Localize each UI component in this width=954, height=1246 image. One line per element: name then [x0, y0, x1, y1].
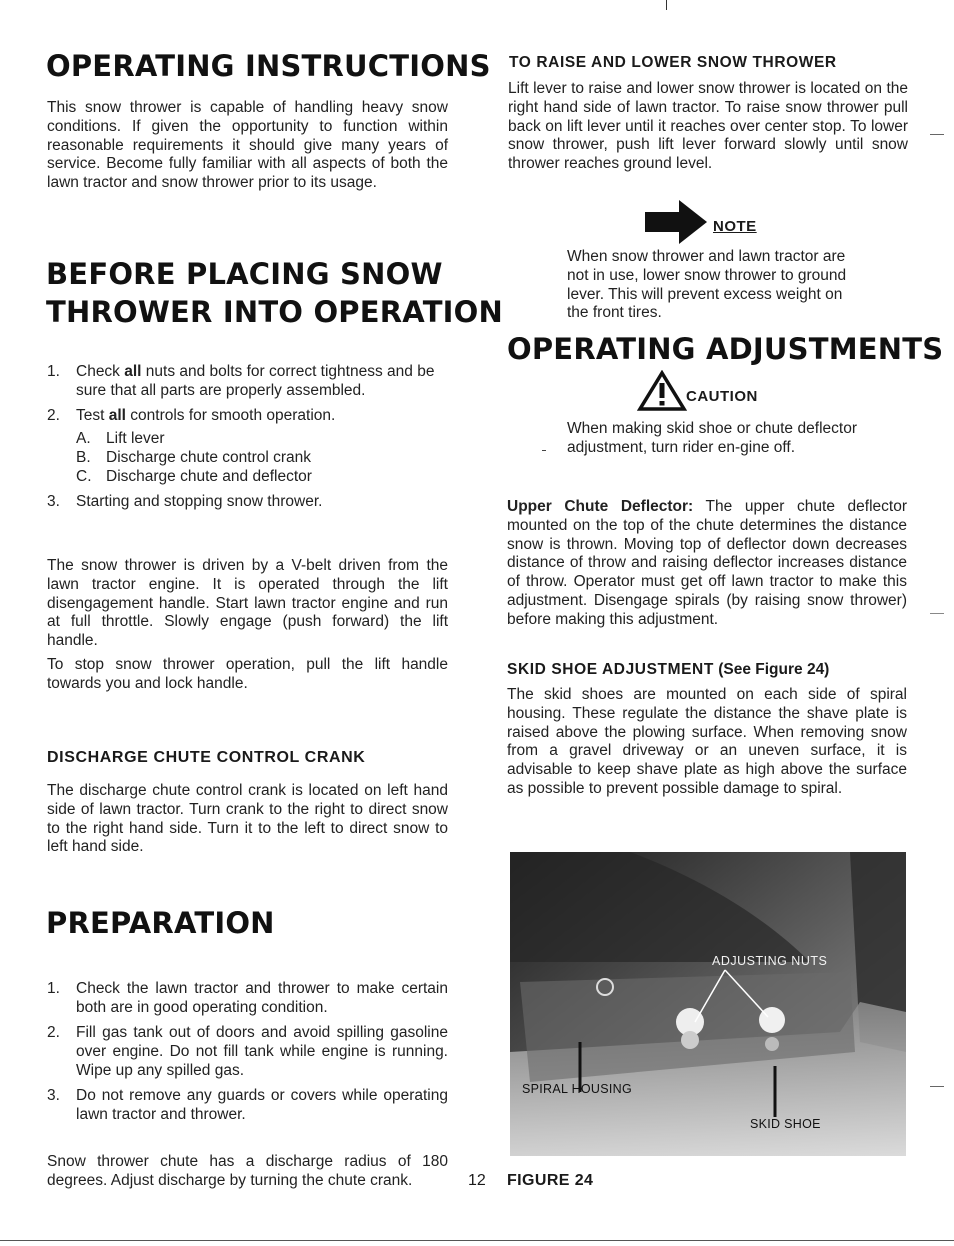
list-item	[47, 1023, 448, 1080]
before-placing-heading-line2: THROWER INTO OPERATION	[46, 295, 503, 329]
list-text: Do not remove any guards or covers while operating lawn tractor and thrower.	[76, 1087, 448, 1123]
list-text-pre: Test	[76, 407, 109, 424]
figure-24-caption: FIGURE 24	[507, 1172, 594, 1189]
skid-shoe-heading	[507, 661, 829, 679]
list-number: 3.	[47, 1087, 60, 1104]
upper-chute-deflector-paragraph	[507, 498, 907, 630]
list-number: 2.	[47, 1024, 60, 1041]
margin-dash	[930, 1086, 944, 1087]
caution-body: When making skid shoe or chute deflector adjustment, turn rider en-gine off.	[567, 420, 857, 456]
margin-dash	[930, 134, 944, 135]
list-text-post: nuts and bolts for correct tightness and be sure that all parts are properly assembled.	[76, 363, 435, 399]
sub-list-item	[76, 429, 452, 448]
note-arrow-icon	[645, 200, 707, 244]
note-body: When snow thrower and lawn tractor are not in use, lower snow thrower to ground lever. This will prevent excess weight on the front tires.	[567, 248, 847, 322]
list-text-post: controls for smooth operation.	[125, 407, 336, 424]
sub-list-item	[76, 467, 452, 486]
sub-list-item	[76, 448, 452, 467]
upper-chute-deflector-label: Upper Chute Deflector:	[507, 498, 694, 515]
upper-chute-deflector-body: The upper chute deflector mounted on the top of the chute determines the distance snow is thrown. Moving top of deflector down decreases distance of throw and raising deflector increases distance of throw. Operator must get off lawn tractor to make this adjustment. Disengage spirals (by raising snow thrower) before making this adjustment.	[507, 498, 907, 628]
list-item	[47, 362, 452, 400]
sub-list	[76, 429, 452, 486]
list-number: 1.	[47, 980, 60, 997]
list-item	[47, 979, 448, 1017]
caution-label: CAUTION	[686, 388, 758, 405]
stop-operation-paragraph: To stop snow thrower operation, pull the lift handle towards you and lock handle.	[47, 656, 448, 692]
skid-shoe-label: SKID SHOE	[750, 1117, 821, 1131]
margin-dash	[930, 613, 944, 614]
sub-list-letter: B.	[76, 449, 91, 466]
adjusting-nuts-label: ADJUSTING NUTS	[712, 954, 828, 968]
list-number: 1.	[47, 363, 60, 380]
list-item	[47, 1086, 448, 1124]
spiral-housing-label: SPIRAL HOUSING	[522, 1082, 633, 1096]
sub-list-text: Discharge chute and deflector	[106, 468, 312, 485]
skid-shoe-heading-main: SKID SHOE ADJUSTMENT	[507, 661, 714, 678]
sub-list-letter: A.	[76, 430, 91, 447]
raise-lower-body: Lift lever to raise and lower snow thrower is located on the right hand side of lawn tractor. To raise snow thrower pull back on lift lever until it reaches over center stop. To lower snow thrower, push lift lever forward slowly until snow thrower reaches ground level.	[508, 80, 908, 173]
before-placing-heading-line1: BEFORE PLACING SNOW	[46, 257, 443, 291]
operating-instructions-body: This snow thrower is capable of handling heavy snow conditions. If given the opportunity to function within reasonable requirements it should give many years of service. Become fully familiar with all aspects of both the lawn tractor and snow thrower prior to its usage.	[47, 99, 448, 192]
page-number: 12	[468, 1172, 486, 1189]
sub-list-text: Lift lever	[106, 430, 165, 447]
operation-paragraph: The snow thrower is driven by a V-belt driven from the lawn tractor engine. It is operated through the lift disengagement handle. Start lawn tractor engine and run at full throttle. Slowly engage (push forward) the lift handle.	[47, 557, 448, 650]
list-text-pre: Starting and stopping snow thrower.	[76, 493, 323, 510]
caution-triangle-icon	[637, 370, 687, 412]
discharge-crank-body: The discharge chute control crank is located on left hand side of lawn tractor. Turn crank to the right to direct snow to the right hand side. Turn it to the left to direct snow to left hand side.	[47, 782, 448, 856]
list-text-pre: Check	[76, 363, 125, 380]
list-text-bold: all	[124, 363, 142, 380]
sub-list-text: Discharge chute control crank	[106, 449, 312, 466]
sub-list-letter: C.	[76, 468, 92, 485]
list-number: 3.	[47, 493, 60, 510]
list-text: Fill gas tank out of doors and avoid spilling gasoline over engine. Do not fill tank while engine is running. Wipe up any spilled gas.	[76, 1024, 448, 1079]
list-item	[47, 492, 452, 511]
figure-24-photo	[510, 852, 906, 1156]
list-text-bold: all	[108, 407, 126, 424]
skid-shoe-body: The skid shoes are mounted on each side of spiral housing. These regulate the distance the shave plate is raised above the plowing surface. When removing snow from a gravel driveway or an uneven surface, it is advisable to keep shave plate as high above the surface as possible to prevent possible damage to spiral.	[507, 686, 907, 797]
operating-adjustments-heading: OPERATING ADJUSTMENTS	[507, 332, 944, 366]
bottom-rule	[0, 1240, 954, 1241]
preparation-list	[47, 979, 448, 1130]
discharge-crank-heading: DISCHARGE CHUTE CONTROL CRANK	[47, 749, 366, 766]
before-placing-list	[47, 362, 452, 517]
list-text: Check the lawn tractor and thrower to make certain both are in good operating condition.	[76, 980, 448, 1016]
list-item	[47, 406, 452, 486]
note-label: NOTE	[713, 218, 757, 235]
operating-instructions-heading: OPERATING INSTRUCTIONS	[46, 49, 491, 83]
skid-shoe-figure-ref: (See Figure 24)	[713, 661, 830, 678]
top-tick-mark	[666, 0, 667, 10]
margin-dash	[542, 450, 546, 451]
preparation-heading: PREPARATION	[46, 906, 275, 940]
raise-lower-heading: TO RAISE AND LOWER SNOW THROWER	[509, 54, 837, 71]
discharge-radius-paragraph: Snow thrower chute has a discharge radius of 180 degrees. Adjust discharge by turning the chute crank.	[47, 1153, 448, 1189]
list-number: 2.	[47, 407, 60, 424]
